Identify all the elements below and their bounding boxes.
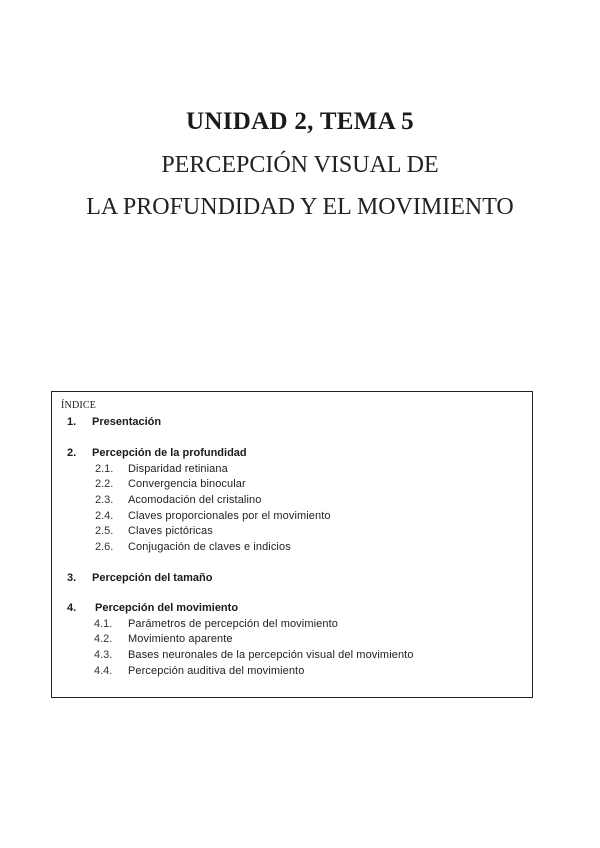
index-heading: ÍNDICE: [61, 400, 97, 411]
subsection-number: 2.4.: [95, 510, 114, 522]
subsection-label: Claves proporcionales por el movimiento: [128, 510, 331, 522]
subsection-label: Claves pictóricas: [128, 525, 213, 537]
subsection-label: Disparidad retiniana: [128, 463, 228, 475]
topic-title-line-1: PERCEPCIÓN VISUAL DE: [161, 152, 439, 178]
section-label: Percepción del tamaño: [92, 572, 213, 584]
subsection-label: Acomodación del cristalino: [128, 494, 262, 506]
topic-title-line-2: LA PROFUNDIDAD Y EL MOVIMIENTO: [86, 194, 514, 220]
subsection-number: 2.3.: [95, 494, 114, 506]
subsection-label: Conjugación de claves e indicios: [128, 541, 291, 553]
subsection-label: Percepción auditiva del movimiento: [128, 665, 305, 677]
section-number: 1.: [67, 416, 77, 428]
unit-title: UNIDAD 2, TEMA 5: [186, 108, 414, 135]
subsection-number: 4.1.: [94, 618, 113, 630]
subsection-number: 2.5.: [95, 525, 114, 537]
section-label: Percepción de la profundidad: [92, 447, 247, 459]
section-label: Presentación: [92, 416, 162, 428]
subsection-label: Parámetros de percepción del movimiento: [128, 618, 338, 630]
subsection-label: Convergencia binocular: [128, 478, 246, 490]
subsection-number: 4.4.: [94, 665, 113, 677]
subsection-label: Bases neuronales de la percepción visual del movimiento: [128, 649, 414, 661]
section-number: 3.: [67, 572, 77, 584]
section-label: Percepción del movimiento: [95, 602, 239, 614]
subsection-label: Movimiento aparente: [128, 633, 233, 645]
index-box: [51, 391, 533, 698]
section-number: 2.: [67, 447, 77, 459]
subsection-number: 2.6.: [95, 541, 114, 553]
subsection-number: 2.2.: [95, 478, 114, 490]
subsection-number: 2.1.: [95, 463, 114, 475]
section-number: 4.: [67, 602, 77, 614]
subsection-number: 4.2.: [94, 633, 113, 645]
title-block: [0, 100, 600, 228]
subsection-number: 4.3.: [94, 649, 113, 661]
